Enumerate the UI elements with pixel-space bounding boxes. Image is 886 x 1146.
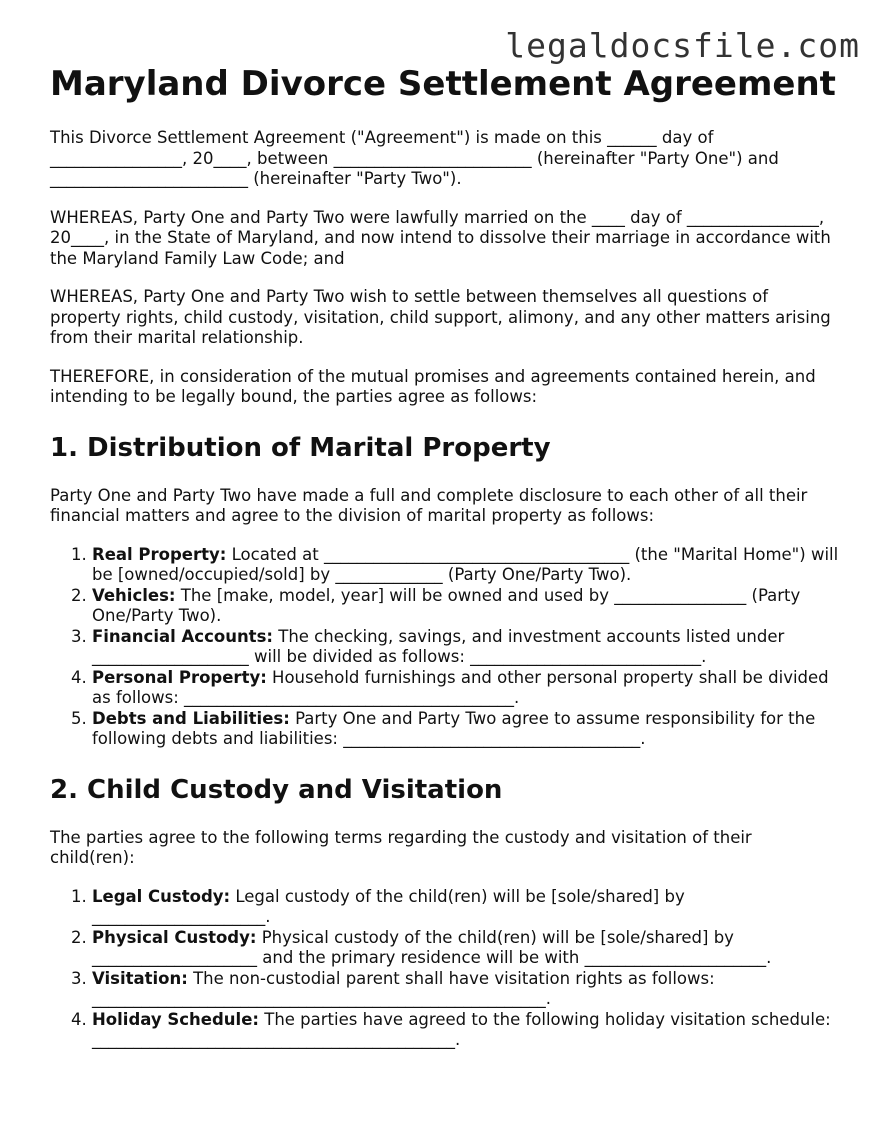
therefore-paragraph: THEREFORE, in consideration of the mutual promises and agreements contained herein, and intending to be legally bound, the parties agree as follows: xyxy=(50,366,816,406)
list-item-text: Legal custody of the child(ren) will be [sole/shared] by _____________________. xyxy=(92,886,685,926)
list-item xyxy=(92,1010,840,1051)
list-item-text: Party One and Party Two agree to assume responsibility for the following debts and liabilities: ____________________________________. xyxy=(92,708,816,748)
list-item-label: Holiday Schedule: xyxy=(92,1009,259,1029)
list-item-text: The [make, model, year] will be owned and used by ________________ (Party One/Party Two). xyxy=(92,585,801,625)
intro-paragraph-1: This Divorce Settlement Agreement ("Agreement") is made on this ______ day of ________________, 20____, between ________________________ (hereinafter "Party One") and ________________________ (hereinafter "Party Two"). xyxy=(50,128,779,188)
list-item-text: Physical custody of the child(ren) will be [sole/shared] by ____________________ and the primary residence will be with ______________________. xyxy=(92,927,772,967)
list-item xyxy=(92,627,840,668)
document-page xyxy=(50,62,840,1073)
list-item-label: Personal Property: xyxy=(92,667,267,687)
list-item-text: The checking, savings, and investment accounts listed under ___________________ will be divided as follows: ____________________________. xyxy=(92,626,785,666)
section-1-heading: 1. Distribution of Marital Property xyxy=(50,432,551,463)
list-item-text: Household furnishings and other personal property shall be divided as follows: ________________________________________. xyxy=(92,667,829,707)
section-2-heading: 2. Child Custody and Visitation xyxy=(50,774,503,805)
whereas-paragraph-2: WHEREAS, Party One and Party Two wish to settle between themselves all questions of property rights, child custody, visitation, child support, alimony, and any other matters arising from their marital relationship. xyxy=(50,287,831,347)
list-item-label: Visitation: xyxy=(92,968,188,988)
watermark-logo-text: legaldocsfile.com xyxy=(505,26,860,65)
section-1-list xyxy=(50,545,840,750)
list-item xyxy=(92,586,840,627)
list-item-label: Real Property: xyxy=(92,544,227,564)
list-item-label: Legal Custody: xyxy=(92,886,231,906)
list-item-text: Located at _____________________________________ (the "Marital Home") will be [owned/occupied/sold] by _____________ (Party One/Party Two). xyxy=(92,544,839,584)
list-item-text: The non-custodial parent shall have visitation rights as follows: _______________________________________________________. xyxy=(92,968,715,1008)
list-item-label: Debts and Liabilities: xyxy=(92,708,290,728)
list-item-text: The parties have agreed to the following holiday visitation schedule: ____________________________________________. xyxy=(92,1009,831,1049)
list-item-label: Financial Accounts: xyxy=(92,626,273,646)
list-item xyxy=(92,928,840,969)
list-item xyxy=(92,709,840,750)
list-item xyxy=(92,668,840,709)
list-item-label: Physical Custody: xyxy=(92,927,257,947)
section-1-intro: Party One and Party Two have made a full and complete disclosure to each other of all their financial matters and agree to the division of marital property as follows: xyxy=(50,485,808,525)
document-title: Maryland Divorce Settlement Agreement xyxy=(50,64,836,104)
section-2-intro: The parties agree to the following terms regarding the custody and visitation of their child(ren): xyxy=(50,827,752,867)
list-item xyxy=(92,887,840,928)
list-item xyxy=(92,545,840,586)
section-2-list xyxy=(50,887,840,1051)
whereas-paragraph-1: WHEREAS, Party One and Party Two were lawfully married on the ____ day of ________________, 20____, in the State of Maryland, and now intend to dissolve their marriage in accordance with the Maryland Family Law Code; and xyxy=(50,207,831,268)
list-item xyxy=(92,969,840,1010)
list-item-label: Vehicles: xyxy=(92,585,176,605)
